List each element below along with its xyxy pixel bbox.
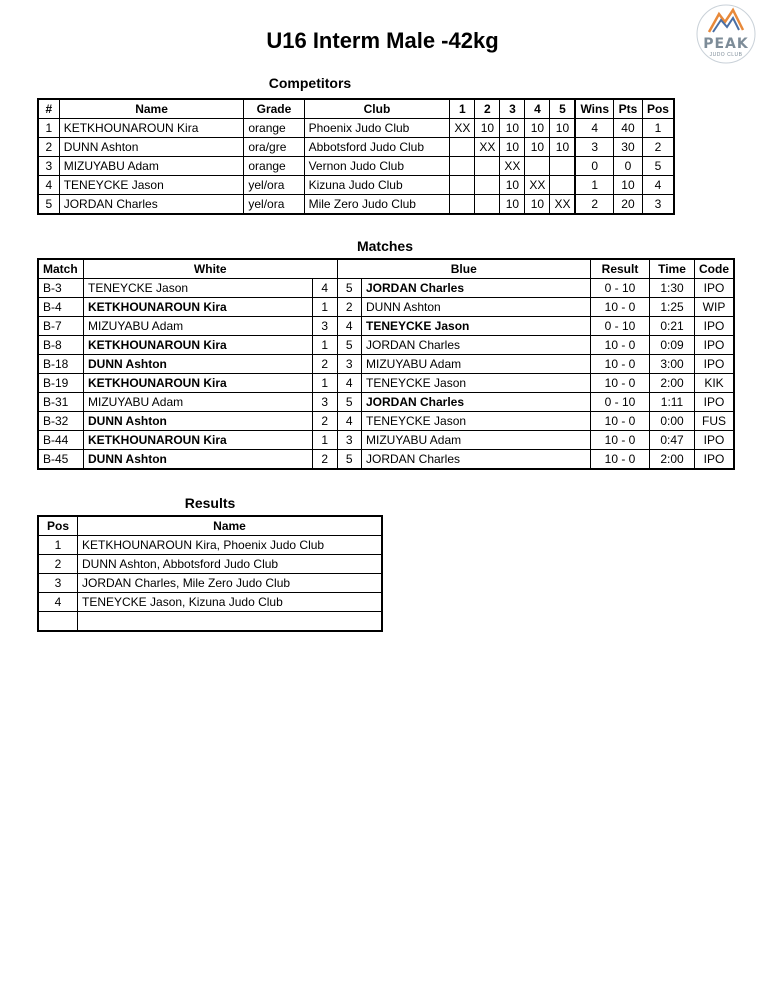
match-blue-num: 4	[337, 317, 362, 336]
match-code: FUS	[695, 412, 735, 431]
competitor-wins: 3	[575, 138, 613, 157]
match-white-name: DUNN Ashton	[84, 355, 313, 374]
competitor-score	[525, 157, 550, 176]
header-white: White	[84, 259, 338, 279]
header-s5: 5	[550, 99, 576, 119]
matches-header-row	[38, 259, 734, 279]
match-white-num: 1	[313, 431, 338, 450]
competitor-score: XX	[450, 119, 475, 138]
match-id: B-3	[38, 279, 84, 298]
competitor-score: 10	[525, 119, 550, 138]
competitor-score: XX	[475, 138, 500, 157]
match-id: B-8	[38, 336, 84, 355]
match-code: WIP	[695, 298, 735, 317]
match-blue-num: 5	[337, 393, 362, 412]
logo-subtext: JUDO CLUB	[709, 52, 743, 58]
match-white-name: MIZUYABU Adam	[84, 317, 313, 336]
competitor-row	[38, 119, 674, 138]
header-s3: 3	[500, 99, 525, 119]
competitor-name: TENEYCKE Jason	[59, 176, 244, 195]
competitor-grade: orange	[244, 119, 304, 138]
competitor-pos: 4	[642, 176, 674, 195]
competitor-pos: 3	[642, 195, 674, 215]
result-name: KETKHOUNAROUN Kira, Phoenix Judo Club	[78, 536, 383, 555]
header-name: Name	[59, 99, 244, 119]
competitor-score: 10	[525, 195, 550, 215]
match-id: B-44	[38, 431, 84, 450]
match-white-num: 2	[313, 450, 338, 470]
header-blue: Blue	[337, 259, 591, 279]
match-row	[38, 393, 734, 412]
match-time: 0:21	[650, 317, 695, 336]
header-num: #	[38, 99, 59, 119]
competitor-score	[475, 176, 500, 195]
competitor-num: 2	[38, 138, 59, 157]
match-blue-name: JORDAN Charles	[362, 393, 591, 412]
match-row	[38, 336, 734, 355]
match-code: IPO	[695, 450, 735, 470]
competitor-name: JORDAN Charles	[59, 195, 244, 215]
match-time: 1:11	[650, 393, 695, 412]
match-result: 10 - 0	[591, 412, 650, 431]
page-title: U16 Interm Male -42kg	[266, 28, 499, 53]
match-time: 0:09	[650, 336, 695, 355]
match-time: 2:00	[650, 374, 695, 393]
competitor-score	[550, 176, 576, 195]
match-result: 10 - 0	[591, 374, 650, 393]
match-code: KIK	[695, 374, 735, 393]
match-time: 2:00	[650, 450, 695, 470]
match-result: 0 - 10	[591, 393, 650, 412]
competitor-pos: 5	[642, 157, 674, 176]
competitor-score	[550, 157, 576, 176]
match-white-num: 3	[313, 393, 338, 412]
competitor-pts: 40	[614, 119, 643, 138]
competitor-score: 10	[525, 138, 550, 157]
header-pos: Pos	[642, 99, 674, 119]
results-header-row	[38, 516, 382, 536]
competitor-num: 4	[38, 176, 59, 195]
match-white-name: KETKHOUNAROUN Kira	[84, 336, 313, 355]
competitor-num: 1	[38, 119, 59, 138]
match-id: B-31	[38, 393, 84, 412]
match-blue-name: TENEYCKE Jason	[362, 317, 591, 336]
result-pos: 4	[38, 593, 78, 612]
competitor-score: 10	[500, 138, 525, 157]
match-white-name: KETKHOUNAROUN Kira	[84, 431, 313, 450]
competitor-score: XX	[525, 176, 550, 195]
result-name: TENEYCKE Jason, Kizuna Judo Club	[78, 593, 383, 612]
match-blue-num: 2	[337, 298, 362, 317]
competitor-pts: 20	[614, 195, 643, 215]
competitor-name: DUNN Ashton	[59, 138, 244, 157]
result-name: DUNN Ashton, Abbotsford Judo Club	[78, 555, 383, 574]
match-blue-num: 4	[337, 374, 362, 393]
header-s2: 2	[475, 99, 500, 119]
match-blue-name: JORDAN Charles	[362, 336, 591, 355]
match-result: 10 - 0	[591, 298, 650, 317]
match-white-name: MIZUYABU Adam	[84, 393, 313, 412]
match-id: B-7	[38, 317, 84, 336]
competitor-score: XX	[500, 157, 525, 176]
match-blue-num: 5	[337, 450, 362, 470]
competitor-num: 3	[38, 157, 59, 176]
match-id: B-19	[38, 374, 84, 393]
match-id: B-18	[38, 355, 84, 374]
competitor-row	[38, 176, 674, 195]
results-table	[37, 515, 383, 632]
result-row	[38, 555, 382, 574]
competitor-score: 10	[475, 119, 500, 138]
match-id: B-45	[38, 450, 84, 470]
header-pts: Pts	[614, 99, 643, 119]
peak-judo-logo	[695, 0, 757, 70]
header-result: Result	[591, 259, 650, 279]
results-title: Results	[184, 495, 236, 511]
match-blue-num: 3	[337, 431, 362, 450]
competitor-score: 10	[500, 119, 525, 138]
match-white-name: DUNN Ashton	[84, 412, 313, 431]
competitors-title: Competitors	[268, 75, 352, 91]
match-time: 3:00	[650, 355, 695, 374]
match-blue-name: MIZUYABU Adam	[362, 431, 591, 450]
match-row	[38, 412, 734, 431]
competitor-pts: 10	[614, 176, 643, 195]
match-result: 10 - 0	[591, 450, 650, 470]
match-time: 0:00	[650, 412, 695, 431]
match-id: B-4	[38, 298, 84, 317]
match-time: 0:47	[650, 431, 695, 450]
result-pos	[38, 612, 78, 632]
header-s1: 1	[450, 99, 475, 119]
competitor-score: 10	[500, 195, 525, 215]
match-white-num: 3	[313, 317, 338, 336]
competitor-club: Phoenix Judo Club	[304, 119, 450, 138]
match-row	[38, 355, 734, 374]
match-result: 10 - 0	[591, 355, 650, 374]
competitor-score: 10	[550, 119, 576, 138]
matches-title: Matches	[356, 238, 414, 254]
match-white-name: KETKHOUNAROUN Kira	[84, 374, 313, 393]
match-white-num: 4	[313, 279, 338, 298]
match-blue-name: MIZUYABU Adam	[362, 355, 591, 374]
match-code: IPO	[695, 393, 735, 412]
match-row	[38, 317, 734, 336]
match-row	[38, 431, 734, 450]
header-match: Match	[38, 259, 84, 279]
header-s4: 4	[525, 99, 550, 119]
result-name: JORDAN Charles, Mile Zero Judo Club	[78, 574, 383, 593]
match-white-num: 2	[313, 355, 338, 374]
competitors-header-row	[38, 99, 674, 119]
competitor-score	[450, 176, 475, 195]
match-row	[38, 450, 734, 470]
match-blue-num: 5	[337, 336, 362, 355]
match-white-name: DUNN Ashton	[84, 450, 313, 470]
match-white-num: 2	[313, 412, 338, 431]
competitor-score: 10	[550, 138, 576, 157]
competitor-club: Kizuna Judo Club	[304, 176, 450, 195]
competitor-grade: orange	[244, 157, 304, 176]
match-time: 1:25	[650, 298, 695, 317]
competitor-grade: yel/ora	[244, 195, 304, 215]
result-row	[38, 536, 382, 555]
match-result: 0 - 10	[591, 279, 650, 298]
match-result: 0 - 10	[591, 317, 650, 336]
match-white-name: KETKHOUNAROUN Kira	[84, 298, 313, 317]
match-row	[38, 279, 734, 298]
match-blue-num: 3	[337, 355, 362, 374]
competitor-score: XX	[550, 195, 576, 215]
header-code: Code	[695, 259, 735, 279]
competitor-score	[450, 195, 475, 215]
match-row	[38, 374, 734, 393]
match-code: IPO	[695, 355, 735, 374]
match-code: IPO	[695, 317, 735, 336]
match-id: B-32	[38, 412, 84, 431]
competitor-score	[475, 195, 500, 215]
match-blue-name: TENEYCKE Jason	[362, 412, 591, 431]
competitor-wins: 4	[575, 119, 613, 138]
header-club: Club	[304, 99, 450, 119]
competitor-club: Vernon Judo Club	[304, 157, 450, 176]
match-time: 1:30	[650, 279, 695, 298]
match-result: 10 - 0	[591, 336, 650, 355]
match-white-num: 1	[313, 298, 338, 317]
competitor-grade: ora/gre	[244, 138, 304, 157]
competitor-club: Abbotsford Judo Club	[304, 138, 450, 157]
competitor-wins: 0	[575, 157, 613, 176]
result-name	[78, 612, 383, 632]
logo-text: PEAK	[703, 36, 749, 52]
competitors-table	[37, 98, 675, 215]
competitor-grade: yel/ora	[244, 176, 304, 195]
match-white-num: 1	[313, 374, 338, 393]
result-pos: 1	[38, 536, 78, 555]
competitor-row	[38, 138, 674, 157]
result-row	[38, 593, 382, 612]
match-code: IPO	[695, 336, 735, 355]
match-code: IPO	[695, 431, 735, 450]
competitor-score	[475, 157, 500, 176]
header-res-name: Name	[78, 516, 383, 536]
mountain-logo-icon	[695, 0, 757, 70]
match-blue-name: JORDAN Charles	[362, 450, 591, 470]
competitor-wins: 1	[575, 176, 613, 195]
header-grade: Grade	[244, 99, 304, 119]
matches-table	[37, 258, 735, 470]
competitor-score: 10	[500, 176, 525, 195]
match-blue-num: 5	[337, 279, 362, 298]
result-row	[38, 574, 382, 593]
result-pos: 2	[38, 555, 78, 574]
competitor-pts: 0	[614, 157, 643, 176]
match-result: 10 - 0	[591, 431, 650, 450]
header-res-pos: Pos	[38, 516, 78, 536]
competitor-pts: 30	[614, 138, 643, 157]
header-wins: Wins	[575, 99, 613, 119]
competitor-name: KETKHOUNAROUN Kira	[59, 119, 244, 138]
match-code: IPO	[695, 279, 735, 298]
competitor-club: Mile Zero Judo Club	[304, 195, 450, 215]
competitor-row	[38, 195, 674, 215]
competitor-row	[38, 157, 674, 176]
match-blue-name: DUNN Ashton	[362, 298, 591, 317]
competitor-num: 5	[38, 195, 59, 215]
competitor-wins: 2	[575, 195, 613, 215]
match-row	[38, 298, 734, 317]
match-white-num: 1	[313, 336, 338, 355]
competitor-name: MIZUYABU Adam	[59, 157, 244, 176]
result-pos: 3	[38, 574, 78, 593]
competitor-score	[450, 157, 475, 176]
match-blue-num: 4	[337, 412, 362, 431]
competitor-score	[450, 138, 475, 157]
match-blue-name: TENEYCKE Jason	[362, 374, 591, 393]
header-time: Time	[650, 259, 695, 279]
match-blue-name: JORDAN Charles	[362, 279, 591, 298]
competitor-pos: 1	[642, 119, 674, 138]
result-row	[38, 612, 382, 632]
match-white-name: TENEYCKE Jason	[84, 279, 313, 298]
competitor-pos: 2	[642, 138, 674, 157]
